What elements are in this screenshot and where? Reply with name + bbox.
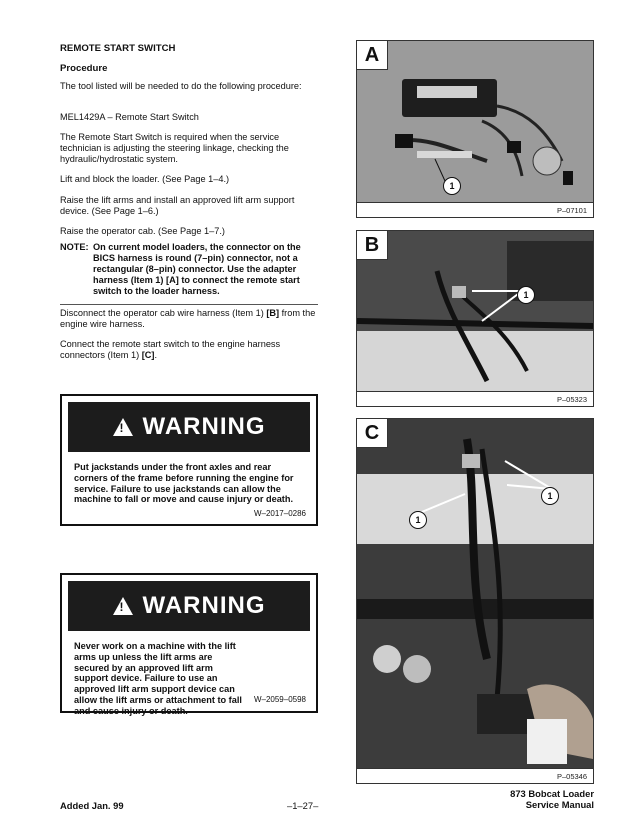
figure-a-photo xyxy=(357,41,593,204)
figure-b-callout: 1 xyxy=(517,286,535,304)
warning-box-lift-arms xyxy=(60,573,318,716)
paragraph-remote-switch-purpose: The Remote Start Switch is required when the service technician is adjusting the steering linkage, checking the hydraulic/hydrostatic system. xyxy=(60,132,289,164)
paragraph-tool-needed: The tool listed will be needed to do the following procedure: xyxy=(60,81,302,91)
footer-page-number: –1–27– xyxy=(287,800,319,811)
note-label: NOTE: xyxy=(60,242,89,252)
figure-c-callout: 1 xyxy=(541,487,559,505)
paragraph-connect-switch: Connect the remote start switch to the engine harness connectors (Item 1) [C]. xyxy=(60,339,281,360)
note-block xyxy=(60,242,320,300)
figure-a-letter: A xyxy=(357,41,388,70)
footer-manual-title: 873 Bobcat Loader Service Manual xyxy=(510,788,594,810)
section-title: REMOTE START SWITCH xyxy=(60,43,176,54)
warning-box-jackstands xyxy=(60,394,318,526)
figure-a-code: P–07101 xyxy=(556,206,587,215)
warning-body: Put jackstands under the front axles and rear corners of the frame before running the engine for service. Failure to use jackstands can allow the machine to fall or move and cause injury or death. xyxy=(74,462,294,505)
figure-b xyxy=(356,230,594,407)
footer-date: Added Jan. 99 xyxy=(60,800,124,811)
warning-triangle-icon: ! xyxy=(113,418,133,436)
figure-a xyxy=(356,40,594,218)
figure-a-callout: 1 xyxy=(443,177,461,195)
figure-b-photo xyxy=(357,231,593,393)
procedure-heading: Procedure xyxy=(60,63,108,74)
warning-title: WARNING xyxy=(142,592,266,619)
warning-header xyxy=(68,402,310,452)
figure-c-code: P–05346 xyxy=(556,772,587,781)
figure-c xyxy=(356,418,594,784)
figure-c-photo xyxy=(357,419,593,770)
warning-header xyxy=(68,581,310,631)
note-divider xyxy=(60,304,318,305)
paragraph-lift-block: Lift and block the loader. (See Page 1–4.) xyxy=(60,174,230,184)
figure-b-letter: B xyxy=(357,231,388,260)
paragraph-raise-cab: Raise the operator cab. (See Page 1–7.) xyxy=(60,226,225,236)
note-text: On current model loaders, the connector on the BICS harness is round (7–pin) connector, not a rectangular (8–pin) connector. Use the adapter harness (Item 1) [A] to connect the remote start switch to the loader harness. xyxy=(93,242,301,296)
warning-title: WARNING xyxy=(142,413,266,440)
warning-code: W–2017–0286 xyxy=(253,509,306,518)
paragraph-tool-name: MEL1429A – Remote Start Switch xyxy=(60,112,199,122)
warning-triangle-icon: ! xyxy=(113,597,133,615)
figure-c-callout: 1 xyxy=(409,511,427,529)
figure-b-code: P–05323 xyxy=(556,395,587,404)
warning-code: W–2059–0598 xyxy=(253,695,306,704)
figure-c-letter: C xyxy=(357,419,388,448)
paragraph-disconnect-harness: Disconnect the operator cab wire harness (Item 1) [B] from the engine wire harness. xyxy=(60,308,316,329)
warning-body: Never work on a machine with the lift arms up unless the lift arms are secured by an approved lift arm support device. Failure to use an approved lift arm support device can allow the lift arms or attachment to fall and cause injury or death. xyxy=(74,641,242,716)
paragraph-raise-lift-arms: Raise the lift arms and install an approved lift arm support device. (See Page 1–6.) xyxy=(60,195,295,216)
